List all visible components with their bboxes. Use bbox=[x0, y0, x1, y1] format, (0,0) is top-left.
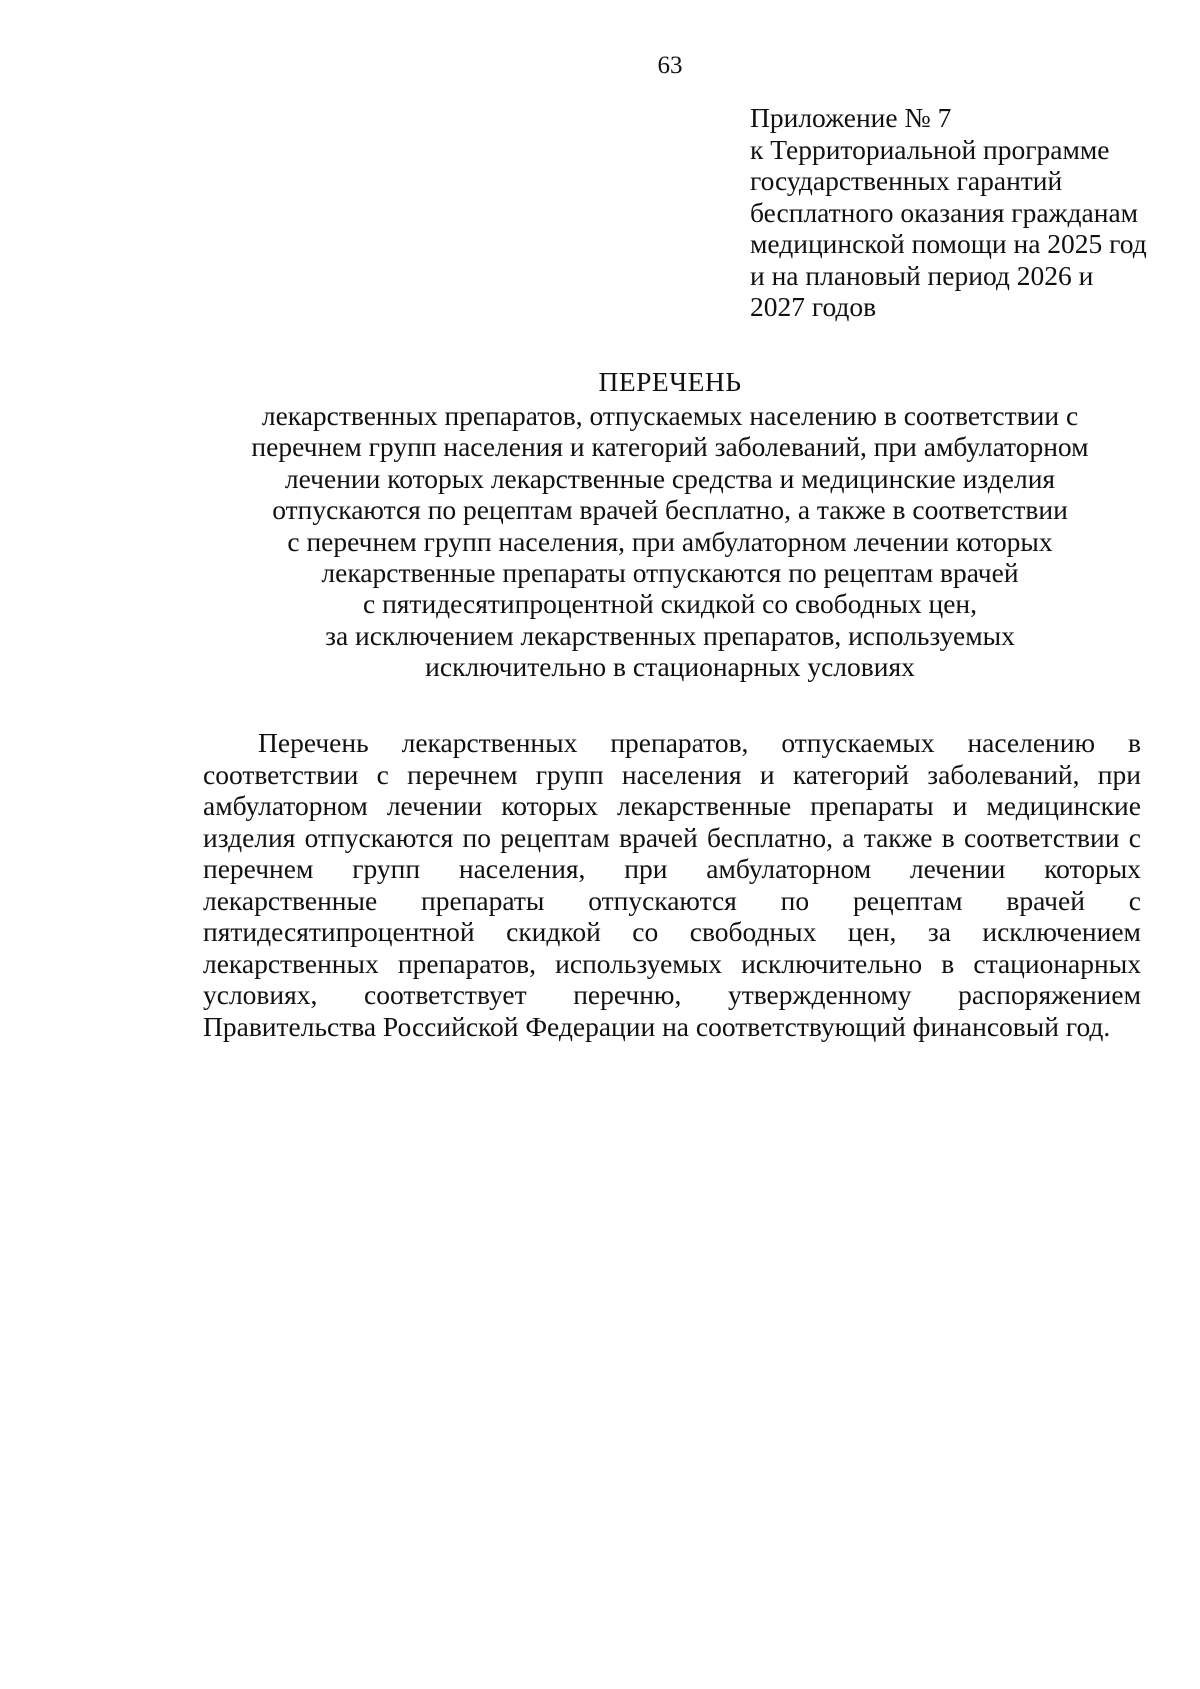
body-word: медицинские bbox=[986, 790, 1141, 821]
body-line bbox=[203, 853, 1141, 885]
body-word: лекарственных bbox=[203, 947, 379, 979]
body-word: изделия bbox=[203, 821, 296, 853]
body-line bbox=[203, 727, 1141, 759]
body-word: лекарственных bbox=[401, 727, 578, 758]
body-word: утвержденному bbox=[727, 979, 912, 1010]
body-word: также bbox=[863, 821, 933, 853]
body-word: населению bbox=[967, 727, 1096, 758]
body-word: при bbox=[1097, 758, 1141, 790]
body-word: перечнем bbox=[407, 758, 518, 790]
body-word: лекарственные bbox=[617, 790, 792, 821]
body-word: в bbox=[1128, 727, 1141, 758]
body-paragraph bbox=[203, 727, 1141, 1042]
body-word: с bbox=[1128, 884, 1141, 916]
appendix-line: 2027 годов bbox=[750, 291, 877, 322]
body-word: исключительно bbox=[741, 947, 923, 979]
body-word: Перечень bbox=[258, 727, 369, 758]
appendix-line: медицинской помощи на 2025 год bbox=[750, 228, 1147, 259]
body-word: со bbox=[632, 916, 659, 947]
body-word: в bbox=[941, 821, 955, 853]
body-word: населения, bbox=[458, 853, 586, 884]
body-word: перечнем bbox=[203, 853, 314, 884]
body-word: при bbox=[624, 853, 668, 884]
subtitle-line: исключительно в стационарных условиях bbox=[425, 651, 915, 683]
document-title: ПЕРЕЧЕНЬ bbox=[598, 366, 742, 397]
body-word: заболеваний, bbox=[927, 758, 1080, 790]
body-line bbox=[203, 822, 1141, 854]
body-word: бесплатно, bbox=[706, 821, 833, 853]
body-word: цен, bbox=[847, 916, 897, 947]
body-word: с bbox=[1128, 821, 1141, 853]
subtitle-line: лечении которых лекарственные средства и медицинские изделия bbox=[284, 462, 1056, 494]
subtitle-line: за исключением лекарственных препаратов, используемых bbox=[325, 619, 1015, 651]
body-word: амбулаторном bbox=[706, 853, 872, 884]
body-word: соответствии bbox=[964, 821, 1120, 853]
body-line: Правительства Российской Федерации на соответствующий финансовый год. bbox=[203, 1010, 1111, 1042]
body-word: используемых bbox=[555, 947, 722, 979]
body-word: перечню, bbox=[573, 979, 682, 1010]
body-word: в bbox=[941, 947, 955, 979]
page-number: 63 bbox=[657, 52, 683, 79]
body-word: отпускаются bbox=[588, 884, 737, 916]
body-word: групп bbox=[535, 758, 604, 790]
body-line bbox=[203, 948, 1141, 980]
body-word: по bbox=[780, 884, 810, 916]
body-word: лечении bbox=[909, 853, 1006, 884]
body-word: условиях, bbox=[203, 979, 318, 1010]
subtitle-line: перечнем групп населения и категорий заболеваний, при амбулаторном bbox=[251, 431, 1089, 463]
body-line bbox=[203, 759, 1141, 791]
subtitle-line: лекарственных препаратов, отпускаемых населению в соответствии с bbox=[261, 400, 1079, 431]
appendix-line: государственных гарантий bbox=[750, 165, 1063, 196]
appendix-line: Приложение № 7 bbox=[750, 102, 952, 133]
body-word: рецептам bbox=[852, 884, 963, 916]
subtitle-line: с пятидесятипроцентной скидкой со свободных цен, bbox=[362, 588, 978, 620]
appendix-header bbox=[750, 102, 1170, 323]
body-word: за bbox=[927, 916, 951, 947]
body-word: и bbox=[759, 758, 775, 790]
body-word: исключением bbox=[982, 916, 1141, 947]
subtitle-line: лекарственные препараты отпускаются по рецептам врачей bbox=[321, 557, 1019, 589]
body-word: отпускаются bbox=[304, 821, 454, 853]
body-word: соответствует bbox=[363, 979, 527, 1010]
body-word: категорий bbox=[792, 758, 910, 790]
appendix-line: бесплатного оказания гражданам bbox=[750, 196, 1139, 228]
document-subtitle bbox=[0, 400, 1200, 683]
body-word: групп bbox=[352, 853, 421, 884]
body-word: и bbox=[952, 790, 968, 821]
body-word: по bbox=[462, 821, 491, 853]
body-word: стационарных bbox=[973, 947, 1141, 979]
body-word: которых bbox=[1044, 853, 1141, 884]
body-word: лекарственные bbox=[203, 884, 378, 916]
body-word: препаратов, bbox=[397, 947, 536, 979]
body-word: врачей bbox=[619, 821, 698, 853]
body-word: населения bbox=[621, 758, 742, 790]
body-word: пятидесятипроцентной bbox=[203, 916, 475, 947]
body-word: отпускаемых bbox=[781, 727, 935, 758]
body-word: амбулаторном bbox=[203, 790, 368, 821]
appendix-line: к Территориальной программе bbox=[750, 133, 1110, 165]
body-word: препараты bbox=[810, 790, 934, 821]
appendix-line: и на плановый период 2026 и bbox=[750, 259, 1094, 291]
body-word: соответствии bbox=[203, 758, 359, 790]
body-word: препаратов, bbox=[610, 727, 749, 758]
body-word: с bbox=[376, 758, 389, 790]
body-word: которых bbox=[501, 790, 599, 821]
body-line bbox=[203, 885, 1141, 917]
body-word: лечении bbox=[386, 790, 483, 821]
subtitle-line: отпускаются по рецептам врачей бесплатно, а также в соответствии bbox=[272, 494, 1068, 526]
body-word: скидкой bbox=[506, 916, 601, 947]
subtitle-line: с перечнем групп населения, при амбулаторном лечении которых bbox=[287, 525, 1053, 557]
body-word: препараты bbox=[421, 884, 545, 916]
body-line bbox=[203, 790, 1141, 822]
body-word: распоряжением bbox=[958, 979, 1141, 1010]
body-line bbox=[203, 916, 1141, 948]
body-line bbox=[203, 979, 1141, 1011]
body-word: рецептам bbox=[500, 821, 610, 853]
body-word: врачей bbox=[1006, 884, 1085, 916]
body-word: а bbox=[842, 821, 855, 853]
body-word: свободных bbox=[689, 916, 817, 947]
